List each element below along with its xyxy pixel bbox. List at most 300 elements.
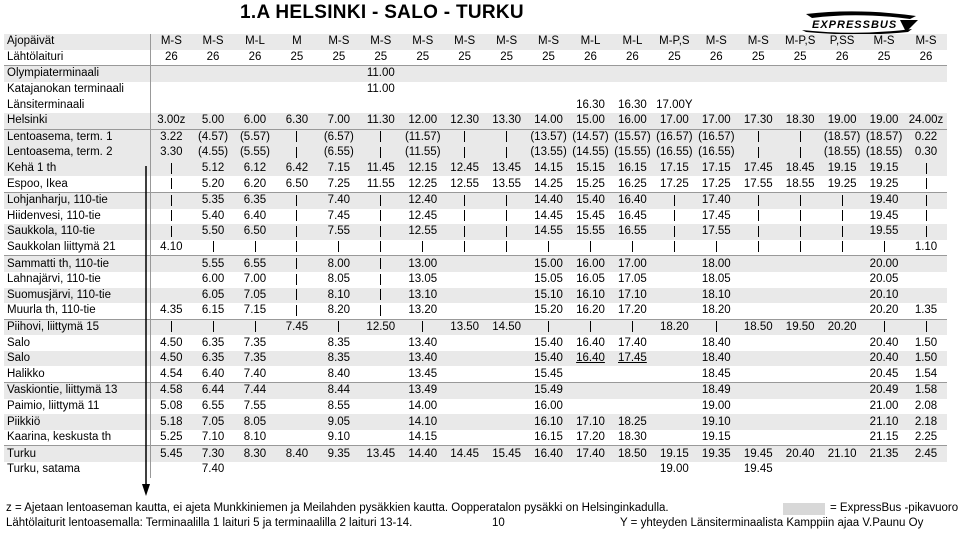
pass-through-mark [276, 145, 318, 161]
pass-through-mark [192, 240, 234, 256]
departure-time: 6.20 [234, 176, 276, 192]
departure-time: 0.30 [905, 145, 947, 161]
pass-through-mark [444, 209, 486, 225]
pass-through-mark [779, 192, 821, 208]
departure-time [192, 82, 234, 98]
departure-time [695, 97, 737, 113]
departure-time: 3.30 [150, 145, 192, 161]
departure-time [486, 462, 528, 478]
departure-time: 0.22 [905, 129, 947, 145]
departure-time [570, 399, 612, 415]
departure-time: 19.00 [821, 113, 863, 129]
departure-time: 18.50 [611, 446, 653, 462]
departure-time [905, 66, 947, 82]
departure-time: 1.50 [914, 336, 938, 349]
departure-time: 7.25 [318, 176, 360, 192]
pass-through-mark [360, 303, 402, 319]
pass-through-mark [905, 192, 947, 208]
departure-time: (11.57) [402, 129, 444, 145]
departure-time: 8.40 [276, 446, 318, 462]
table-row [4, 97, 947, 113]
departure-time [234, 66, 276, 82]
stop-name: Espoo, Ikea [4, 176, 150, 192]
departure-time [570, 366, 612, 382]
departure-time: 18.25 [611, 414, 653, 430]
departure-time: 11.45 [360, 161, 402, 177]
departure-time: 13.45 [360, 446, 402, 462]
departure-time [276, 399, 318, 415]
departure-time [444, 97, 486, 113]
departure-time: 3.22 [150, 129, 192, 145]
departure-time: 12.45 [408, 209, 438, 222]
pass-through-mark [444, 192, 486, 208]
operating-days: M-S [528, 34, 570, 50]
departure-time: 8.40 [318, 366, 360, 382]
pass-through-mark [486, 192, 528, 208]
platform-number: 25 [737, 50, 779, 66]
departure-time [360, 366, 402, 382]
departure-time: 20.00 [863, 256, 905, 272]
departure-time: 17.25 [695, 176, 737, 192]
departure-time: 7.35 [243, 336, 267, 349]
departure-time [779, 82, 821, 98]
table-row [4, 34, 947, 50]
pass-through-mark [863, 319, 905, 335]
stop-name: Piikkiö [4, 414, 150, 430]
departure-time: 5.12 [192, 161, 234, 177]
departure-time [444, 351, 486, 367]
departure-time: 5.40 [201, 209, 225, 222]
pass-through-mark [905, 224, 947, 240]
departure-time [863, 462, 905, 478]
stop-name: Suomusjärvi, 110-tie [4, 288, 150, 304]
departure-time: 14.40 [402, 446, 444, 462]
departure-time: 1.54 [905, 366, 947, 382]
departure-time [653, 351, 695, 367]
pass-through-mark [276, 288, 318, 304]
departure-time: 21.35 [863, 446, 905, 462]
departure-time: (5.55) [234, 145, 276, 161]
departure-time [318, 462, 360, 478]
departure-time: 19.00 [863, 113, 905, 129]
departure-time [318, 66, 360, 82]
departure-time [779, 351, 821, 367]
departure-time: 19.50 [779, 319, 821, 335]
departure-time: 6.50 [234, 224, 276, 240]
departure-time: 20.45 [863, 366, 905, 382]
departure-time [570, 82, 612, 98]
departure-time [276, 383, 318, 399]
departure-time: 1.50 [905, 351, 947, 367]
pass-through-mark [695, 240, 737, 256]
departure-time: 14.40 [528, 192, 570, 208]
departure-time [905, 288, 947, 304]
stop-name: Katajanokan terminaali [4, 82, 150, 98]
operating-days: M-S [444, 34, 486, 50]
departure-time: 12.50 [360, 319, 402, 335]
stop-name: Olympiaterminaali [4, 66, 150, 82]
departure-time: 11.30 [360, 113, 402, 129]
departure-time: 5.08 [160, 399, 183, 412]
departure-time: 13.05 [408, 273, 438, 286]
departure-time [737, 414, 779, 430]
departure-time: 13.30 [486, 113, 528, 129]
departure-time: 4.50 [150, 351, 192, 367]
pass-through-mark [486, 224, 528, 240]
departure-time: 17.45 [737, 161, 779, 177]
departure-time: 18.10 [695, 288, 737, 304]
departure-time: 12.55 [402, 224, 444, 240]
departure-time: 17.15 [695, 161, 737, 177]
departure-time: 6.40 [192, 366, 234, 382]
departure-time [276, 82, 318, 98]
pass-through-mark [150, 192, 192, 208]
departure-time: 20.20 [863, 303, 905, 319]
departure-time: 7.45 [327, 209, 351, 222]
departure-time [905, 256, 947, 272]
stop-name: Salo [4, 335, 150, 351]
departure-time: 14.50 [486, 319, 528, 335]
departure-time [402, 66, 444, 82]
stop-name: Sammatti th, 110-tie [4, 256, 150, 272]
departure-time: 12.00 [402, 113, 444, 129]
pass-through-mark [360, 145, 402, 161]
departure-time: 15.25 [570, 176, 612, 192]
pass-through-mark [318, 240, 360, 256]
departure-time: 20.40 [869, 336, 899, 349]
pass-through-mark [234, 319, 276, 335]
departure-time: 7.10 [192, 430, 234, 446]
departure-time: 16.30 [576, 98, 605, 111]
departure-time: (16.55) [653, 145, 695, 161]
page-title: 1.A HELSINKI - SALO - TURKU [240, 2, 524, 23]
departure-time: 6.55 [201, 399, 225, 412]
departure-time: 15.55 [570, 224, 612, 240]
departure-time: 15.20 [528, 303, 570, 319]
departure-time: (18.57) [821, 129, 863, 145]
stop-name: Kaarina, keskusta th [4, 430, 150, 446]
departure-time: 17.40 [695, 192, 737, 208]
departure-time: 8.55 [327, 399, 351, 412]
departure-time [611, 383, 653, 399]
departure-time [905, 462, 947, 478]
platform-number: 26 [695, 50, 737, 66]
departure-time: 13.40 [408, 336, 438, 349]
departure-time [444, 303, 486, 319]
departure-time [779, 272, 821, 288]
pass-through-mark [737, 240, 779, 256]
departure-time: 17.55 [737, 176, 779, 192]
departure-time: (18.57) [863, 129, 905, 145]
departure-time [737, 351, 779, 367]
departure-time: 19.45 [869, 209, 899, 222]
departure-time: 9.10 [318, 430, 360, 446]
operating-days: M-S [192, 34, 234, 50]
stop-name: Salo [4, 351, 150, 367]
departure-time [528, 462, 570, 478]
pass-through-mark [779, 145, 821, 161]
departure-time: 21.10 [863, 414, 905, 430]
departure-time [360, 97, 402, 113]
pass-through-mark [276, 240, 318, 256]
departure-time: 5.50 [192, 224, 234, 240]
departure-time: 17.45 [701, 209, 731, 222]
pass-through-mark [402, 240, 444, 256]
platform-number: 26 [905, 50, 947, 66]
departure-time: 19.25 [863, 176, 905, 192]
departure-time: 15.45 [576, 209, 605, 222]
pass-through-mark [276, 272, 318, 288]
departure-time: 16.00 [611, 113, 653, 129]
pass-through-mark [905, 209, 947, 225]
departure-time: 20.40 [863, 351, 905, 367]
pass-through-mark [360, 288, 402, 304]
departure-time: 17.05 [618, 273, 647, 286]
departure-time [486, 351, 528, 367]
departure-time [276, 414, 318, 430]
departure-time: 17.10 [611, 288, 653, 304]
departure-time: 19.15 [695, 430, 737, 446]
departure-time: (6.55) [318, 145, 360, 161]
departure-time: 5.25 [150, 430, 192, 446]
departure-time: 6.30 [276, 113, 318, 129]
pass-through-mark [905, 161, 947, 177]
departure-time [821, 97, 863, 113]
departure-time: 17.15 [653, 161, 695, 177]
departure-time [695, 462, 737, 478]
departure-time: 2.08 [914, 399, 938, 412]
departure-time [821, 82, 863, 98]
departure-time [905, 82, 947, 98]
departure-time [150, 97, 192, 113]
departure-time: 6.05 [192, 288, 234, 304]
departure-time: 21.15 [863, 430, 905, 446]
departure-time: 16.05 [576, 273, 605, 286]
departure-time [360, 430, 402, 446]
departure-time: 24.00z [905, 113, 947, 129]
departure-time: 14.45 [534, 209, 563, 222]
pass-through-mark [234, 240, 276, 256]
platform-number: 26 [150, 50, 192, 66]
stop-name: Muurla th, 110-tie [4, 303, 150, 319]
departure-time: 6.42 [276, 161, 318, 177]
departure-time [150, 256, 192, 272]
stop-name: Turku, satama [4, 462, 150, 478]
pass-through-mark [611, 319, 653, 335]
departure-time: 16.45 [618, 209, 647, 222]
footnote-z: z = Ajetaan lentoaseman kautta, ei ajeta Munkkiniemen ja Meilahden pysäkkien kautta. Oopperatalon pysäkki on Helsinginkadulla. [6, 502, 669, 514]
departure-time [821, 272, 863, 288]
departure-time [821, 399, 863, 415]
departure-time [821, 288, 863, 304]
departure-time: 19.10 [695, 414, 737, 430]
departure-time: (6.57) [318, 129, 360, 145]
departure-time: 8.30 [234, 446, 276, 462]
departure-time: 7.55 [243, 399, 267, 412]
operating-days: M-P,S [779, 34, 821, 50]
footnote-expressbus: = ExpressBus -pikavuoro [830, 502, 959, 514]
departure-time: 15.05 [534, 273, 563, 286]
departure-time [653, 82, 695, 98]
departure-time [276, 66, 318, 82]
departure-time [234, 82, 276, 98]
departure-time: 8.05 [234, 414, 276, 430]
pass-through-mark [276, 192, 318, 208]
departure-time [611, 366, 653, 382]
operating-days: M-P,S [653, 34, 695, 50]
pass-through-mark [528, 240, 570, 256]
departure-time: 19.35 [695, 446, 737, 462]
platform-number: 26 [192, 50, 234, 66]
departure-time [863, 82, 905, 98]
departure-time [821, 256, 863, 272]
departure-time: 15.49 [528, 383, 570, 399]
stop-name: Saukkolan liittymä 21 [4, 240, 150, 256]
expressbus-logo [798, 10, 920, 34]
departure-time: 11.55 [360, 176, 402, 192]
departure-time [737, 272, 779, 288]
departure-time [737, 399, 779, 415]
departure-time [444, 335, 486, 351]
departure-time: 8.05 [327, 273, 351, 286]
stop-name: Lähtölaituri [4, 50, 150, 66]
departure-time: 7.15 [234, 303, 276, 319]
departure-time: 18.30 [779, 113, 821, 129]
stop-name: Kehä 1 th [4, 161, 150, 177]
departure-time [821, 366, 863, 382]
pass-through-mark [276, 129, 318, 145]
departure-time: (14.57) [570, 129, 612, 145]
platform-number: 25 [653, 50, 695, 66]
departure-time: (15.57) [611, 129, 653, 145]
departure-time [444, 383, 486, 399]
departure-time [653, 430, 695, 446]
departure-time [821, 430, 863, 446]
pass-through-mark [150, 224, 192, 240]
departure-time [402, 462, 444, 478]
departure-time [150, 272, 192, 288]
departure-time: 5.45 [150, 446, 192, 462]
stop-name: Turku [4, 446, 150, 462]
pass-through-mark [779, 129, 821, 145]
pass-through-mark [821, 240, 863, 256]
pass-through-mark [360, 240, 402, 256]
platform-number: 25 [402, 50, 444, 66]
departure-time [486, 399, 528, 415]
pass-through-mark [611, 240, 653, 256]
departure-time: 12.25 [402, 176, 444, 192]
operating-days: M-S [360, 34, 402, 50]
departure-time: 7.44 [234, 383, 276, 399]
departure-time [821, 351, 863, 367]
departure-time: 16.40 [576, 336, 605, 349]
departure-time: 13.55 [486, 176, 528, 192]
departure-time [737, 256, 779, 272]
departure-time: 9.35 [318, 446, 360, 462]
departure-time [486, 97, 528, 113]
departure-time: 17.00 [611, 256, 653, 272]
departure-time [779, 66, 821, 82]
departure-time: 14.10 [402, 414, 444, 430]
departure-time: 8.10 [234, 430, 276, 446]
departure-time: (11.55) [402, 145, 444, 161]
departure-time: 5.35 [192, 192, 234, 208]
departure-time: 8.00 [318, 256, 360, 272]
pass-through-mark [444, 240, 486, 256]
departure-time [444, 288, 486, 304]
departure-time: 11.00 [366, 83, 395, 96]
pass-through-mark [360, 272, 402, 288]
departure-time [653, 383, 695, 399]
departure-time [276, 430, 318, 446]
departure-time [444, 430, 486, 446]
departure-time: 16.00 [570, 256, 612, 272]
pass-through-mark [905, 319, 947, 335]
departure-time: (14.55) [570, 145, 612, 161]
pass-through-mark [276, 303, 318, 319]
departure-time: 14.15 [528, 161, 570, 177]
departure-time [486, 272, 528, 288]
departure-time: 12.40 [402, 192, 444, 208]
pass-through-mark [695, 319, 737, 335]
departure-time: 14.00 [528, 113, 570, 129]
departure-time [402, 82, 444, 98]
departure-time: 19.00 [701, 399, 731, 412]
departure-time [737, 82, 779, 98]
operating-days: M-S [695, 34, 737, 50]
departure-time [486, 414, 528, 430]
departure-time [150, 462, 192, 478]
departure-time: 7.00 [243, 273, 267, 286]
table-row [4, 113, 947, 129]
pass-through-mark [486, 145, 528, 161]
pass-through-mark [737, 224, 779, 240]
pass-through-mark [444, 129, 486, 145]
departure-time: 13.10 [402, 288, 444, 304]
page-number: 10 [492, 517, 505, 529]
departure-time [653, 272, 695, 288]
departure-time: 19.55 [863, 224, 905, 240]
departure-time: 17.30 [737, 113, 779, 129]
departure-time: 4.10 [150, 240, 192, 256]
departure-time [779, 288, 821, 304]
departure-time: 8.35 [327, 336, 351, 349]
departure-time: 15.00 [570, 113, 612, 129]
pass-through-mark [737, 129, 779, 145]
platform-number: 26 [821, 50, 863, 66]
departure-time [611, 66, 653, 82]
departure-time: 19.45 [743, 463, 773, 476]
departure-time [653, 66, 695, 82]
departure-time: 6.55 [234, 256, 276, 272]
departure-time: 17.55 [695, 224, 737, 240]
departure-time [486, 366, 528, 382]
departure-time [779, 462, 821, 478]
departure-time [486, 288, 528, 304]
departure-time [444, 256, 486, 272]
departure-time: 20.20 [821, 319, 863, 335]
operating-days: M-S [402, 34, 444, 50]
departure-time [611, 462, 653, 478]
expressbus-legend-swatch [783, 503, 825, 515]
departure-time: 15.40 [534, 336, 563, 349]
departure-time [444, 82, 486, 98]
footnote-y: Y = yhteyden Länsiterminaalista Kamppiin ajaa V.Paunu Oy [620, 517, 924, 529]
departure-time: 21.00 [869, 399, 899, 412]
departure-time: 8.44 [318, 383, 360, 399]
departure-time: 1.10 [905, 240, 947, 256]
departure-time: 16.20 [570, 303, 612, 319]
